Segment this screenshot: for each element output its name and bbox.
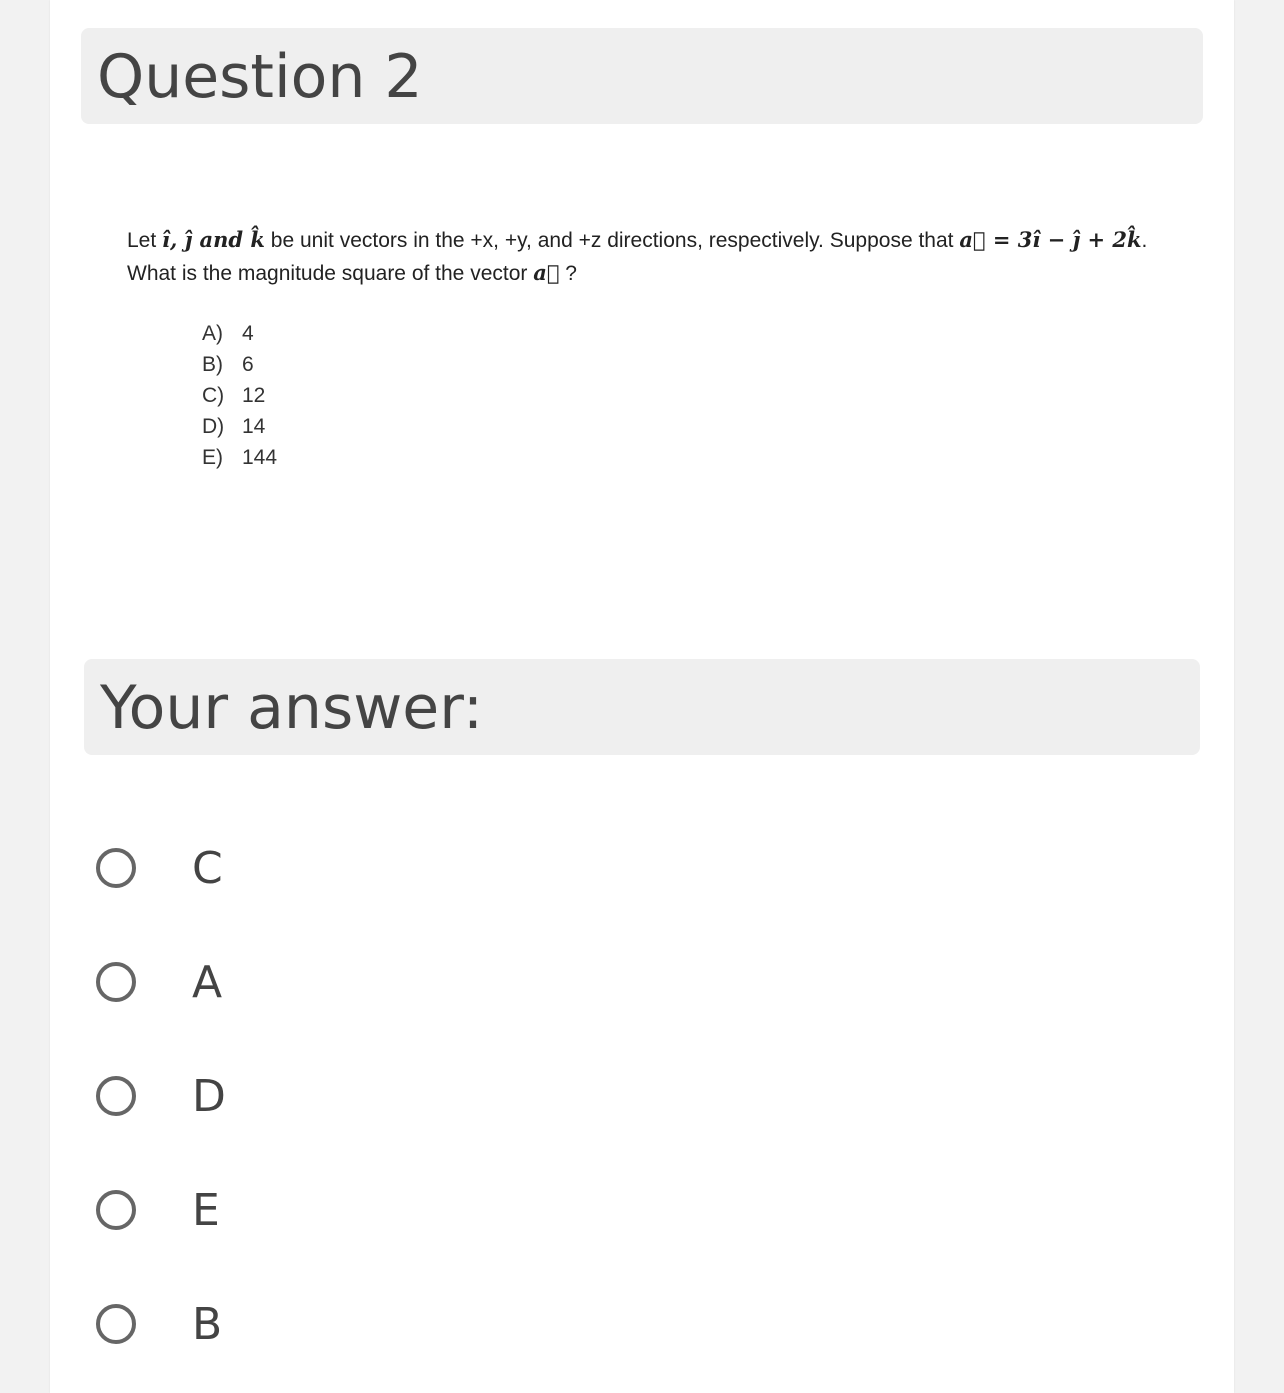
question-text-part: Let bbox=[127, 229, 163, 252]
choice-label: E bbox=[192, 1184, 220, 1236]
option-letter: B) bbox=[202, 353, 223, 376]
question-text bbox=[127, 224, 1167, 290]
option-item bbox=[202, 380, 277, 411]
option-value: 144 bbox=[242, 446, 278, 469]
radio-button[interactable] bbox=[96, 1304, 136, 1344]
option-item bbox=[202, 411, 277, 442]
choice-d[interactable] bbox=[96, 1066, 696, 1126]
question-text-part: . What is the magnitude square of the vector bbox=[127, 229, 1148, 285]
option-item bbox=[202, 442, 277, 473]
choice-c[interactable] bbox=[96, 838, 696, 898]
question-math-unit-vectors: î, ĵ and k̂ bbox=[162, 227, 265, 252]
choice-a[interactable] bbox=[96, 952, 696, 1012]
choice-e[interactable] bbox=[96, 1180, 696, 1240]
radio-button[interactable] bbox=[96, 1190, 136, 1230]
option-letter: C) bbox=[202, 384, 225, 407]
choice-b[interactable] bbox=[96, 1294, 696, 1354]
question-card bbox=[50, 0, 1234, 1393]
radio-button[interactable] bbox=[96, 1076, 136, 1116]
question-math-vector-definition: a⃗ = 3î − ĵ + 2k̂ bbox=[959, 227, 1142, 252]
question-text-part: be unit vectors in the +x, +y, and +z directions, respectively. Suppose that bbox=[264, 229, 960, 252]
question-text-part: ? bbox=[559, 262, 577, 285]
option-letter: A) bbox=[202, 322, 223, 345]
radio-button[interactable] bbox=[96, 848, 136, 888]
choice-label: C bbox=[192, 842, 223, 894]
option-list bbox=[202, 318, 277, 473]
choice-label: D bbox=[192, 1070, 226, 1122]
option-value: 4 bbox=[242, 322, 254, 345]
option-letter: D) bbox=[202, 415, 225, 438]
choice-label: A bbox=[192, 956, 223, 1008]
option-value: 12 bbox=[242, 384, 266, 407]
option-letter: E) bbox=[202, 446, 223, 469]
radio-button[interactable] bbox=[96, 962, 136, 1002]
option-value: 14 bbox=[242, 415, 266, 438]
option-item bbox=[202, 318, 277, 349]
choice-label: B bbox=[192, 1298, 223, 1350]
question-math-vector: a⃗ bbox=[533, 260, 560, 285]
option-item bbox=[202, 349, 277, 380]
question-title: Question 2 bbox=[97, 42, 423, 112]
question-header bbox=[81, 28, 1203, 124]
option-value: 6 bbox=[242, 353, 254, 376]
answer-header bbox=[84, 659, 1200, 755]
answer-title: Your answer: bbox=[100, 673, 484, 743]
